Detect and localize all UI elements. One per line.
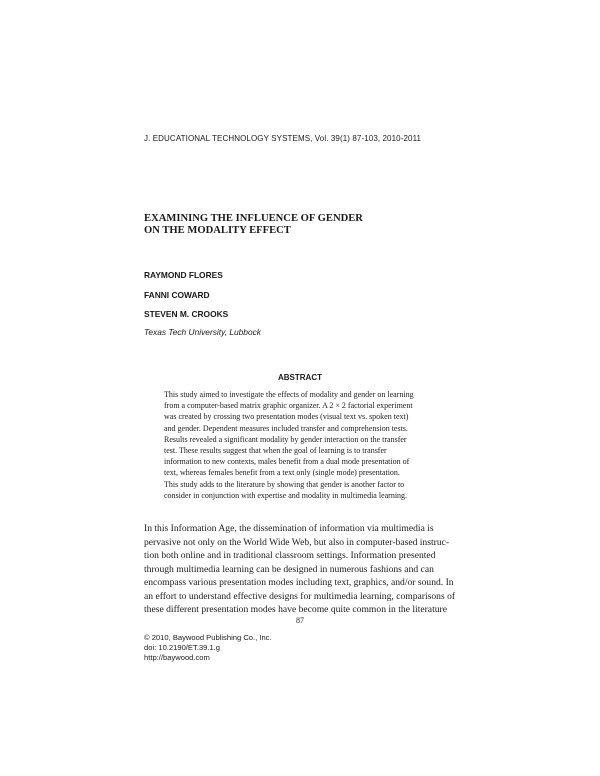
abstract-line: and gender. Dependent measures included transfer and comprehension tests. [164, 423, 408, 433]
abstract-line: text, whereas females benefit from a text only (single mode) presentation. [164, 468, 400, 478]
abstract-heading: ABSTRACT [278, 373, 322, 382]
abstract-line: information to new contexts, males benefit from a dual mode presentation of [164, 457, 410, 467]
body-line: encompass various presentation modes including text, graphics, and/or sound. In [144, 577, 454, 588]
body-line: pervasive not only on the World Wide Web, but also in computer-based instruc- [144, 536, 450, 548]
abstract-line: This study adds to the literature by showing that gender is another factor to [164, 479, 405, 489]
abstract-line: test. These results suggest that when the goal of learning is to transfer [164, 446, 387, 456]
body-line: In this Information Age, the dissemination of information via multimedia is [144, 523, 434, 534]
publisher-url: http://baywood.com [144, 653, 210, 663]
author-name: FANNI COWARD [144, 290, 210, 300]
body-line: tion both online and in traditional classroom settings. Information presented [144, 550, 436, 561]
body-line: an effort to understand effective designs for multimedia learning, comparisons of [144, 590, 456, 602]
page-number: 87 [296, 616, 304, 625]
doi: doi: 10.2190/ET.39.1.g [144, 643, 220, 653]
author-affiliation: Texas Tech University, Lubbock [144, 327, 261, 337]
article-title [144, 213, 363, 237]
body-line: these different presentation modes have become quite common in the literature [144, 604, 447, 615]
abstract-line: was created by crossing two presentation modes (visual text vs. spoken text) [164, 412, 409, 422]
body-paragraph [144, 522, 462, 617]
title-line: ON THE MODALITY EFFECT [144, 225, 291, 236]
journal-header: J. EDUCATIONAL TECHNOLOGY SYSTEMS, Vol. 39(1) 87-103, 2010-2011 [144, 134, 422, 143]
abstract-line: consider in conjunction with expertise and modality in multimedia learning. [164, 490, 408, 500]
footer [144, 633, 272, 664]
abstract-line: This study aimed to investigate the effects of modality and gender on learning [164, 390, 414, 399]
copyright-notice: © 2010, Baywood Publishing Co., Inc. [144, 633, 272, 642]
abstract-line: from a computer-based matrix graphic organizer. A 2 × 2 factorial experiment [164, 401, 413, 411]
author-name: STEVEN M. CROOKS [144, 309, 229, 319]
author-name: RAYMOND FLORES [144, 270, 223, 280]
abstract-body [164, 389, 439, 501]
title-line: EXAMINING THE INFLUENCE OF GENDER [144, 213, 363, 224]
body-line: through multimedia learning can be designed in numerous fashions and can [144, 563, 434, 575]
abstract-line: Results revealed a significant modality by gender interaction on the transfer [164, 434, 407, 444]
